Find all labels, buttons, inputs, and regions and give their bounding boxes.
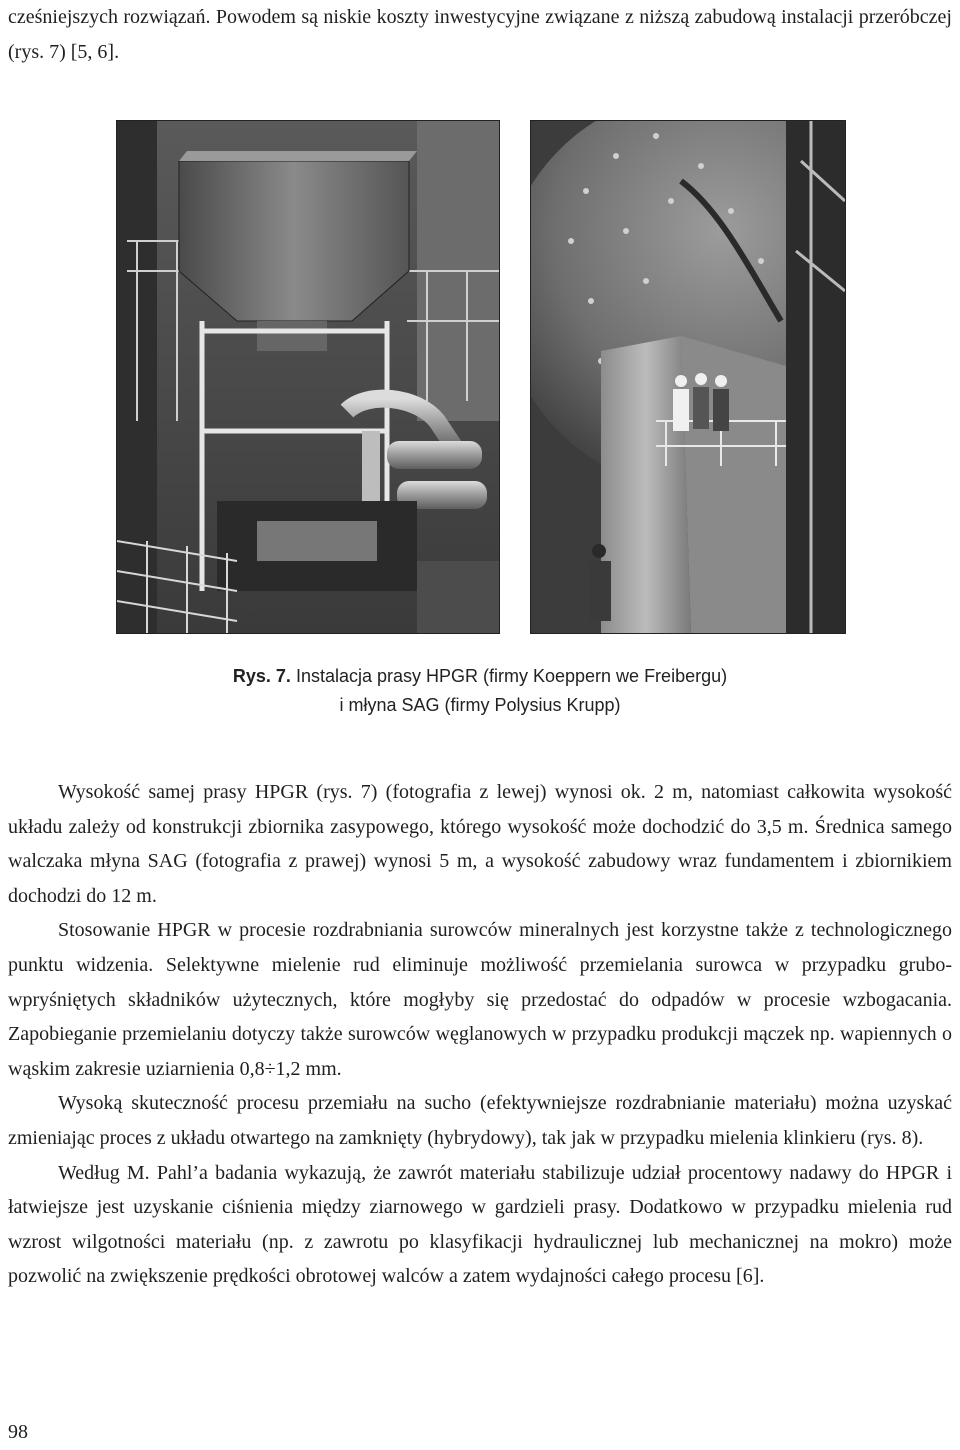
photo-sag-mill xyxy=(530,120,846,634)
figure-label: Rys. 7. xyxy=(232,666,291,686)
body-text xyxy=(8,775,952,1294)
caption-line-2: i młyna SAG (firmy Polysius Krupp) xyxy=(339,695,621,715)
caption-text-1: Instalacja prasy HPGR (firmy Koeppern we Freibergu) xyxy=(290,666,728,686)
paragraph: Według M. Pahl’a badania wykazują, że zawrót materiału stabilizuje udział procentowy nadawy do HPGR i łatwiejsze jest uzyskanie ciśnienia między ziarnowego w gardzieli prasy. Dodatkowo w przypadku mielenia rud wzrost wilgotności materiału (np. z zawrotu po klasyfikacji hydraulicznej lub mechanicznej na mokro) może pozwolić na zwiększenie prędkości obrotowej walców a zatem wydajności całego procesu [6]. xyxy=(8,1161,952,1288)
photo-hpgr-press xyxy=(116,120,500,634)
paragraph: Wysoką skuteczność procesu przemiału na sucho (efektywniejsze rozdrabnianie materiału) można uzyskać zmieniając proces z układu otwartego na zamknięty (hybrydowy), tak jak w przypadku mielenia klinkieru (rys. 8). xyxy=(8,1092,952,1149)
caption-line-1 xyxy=(0,662,960,691)
figure-caption xyxy=(0,662,960,720)
sag-mill-photo xyxy=(531,121,845,633)
paragraph: Wysokość samej prasy HPGR (rys. 7) (fotografia z lewej) wynosi ok. 2 m, natomiast całkowita wysokość układu zależy od konstrukcji zbiornika zasypowego, którego wysokość może dochodzić do 3,5 m. Średnica samego walczaka młyna SAG (fotografia z prawej) wynosi 5 m, a wysokość zabudowy wraz fundamentem i zbiornikiem dochodzi do 12 m. xyxy=(8,781,952,907)
intro-paragraph: cześniejszych rozwiązań. Powodem są niskie koszty inwestycyjne związane z niższą zabudową instalacji przeróbczej (rys. 7) [5, 6]. xyxy=(8,6,952,63)
page-number: 98 xyxy=(8,1421,28,1443)
hpgr-press-photo xyxy=(117,121,499,633)
paragraph: Stosowanie HPGR w procesie rozdrabniania surowców mineralnych jest korzystne także z technologicznego punktu widzenia. Selektywne mielenie rud eliminuje możliwość przemielania surowca w przypadku grubo-wpryśniętych składników użytecznych, które mogłyby się przedostać do odpadów w procesie wzbogacania. Zapobieganie przemielaniu dotyczy także surowców węglanowych w przypadku produkcji mączek np. wapiennych o wąskim zakresie uziarnienia 0,8÷1,2 mm. xyxy=(8,919,952,1080)
